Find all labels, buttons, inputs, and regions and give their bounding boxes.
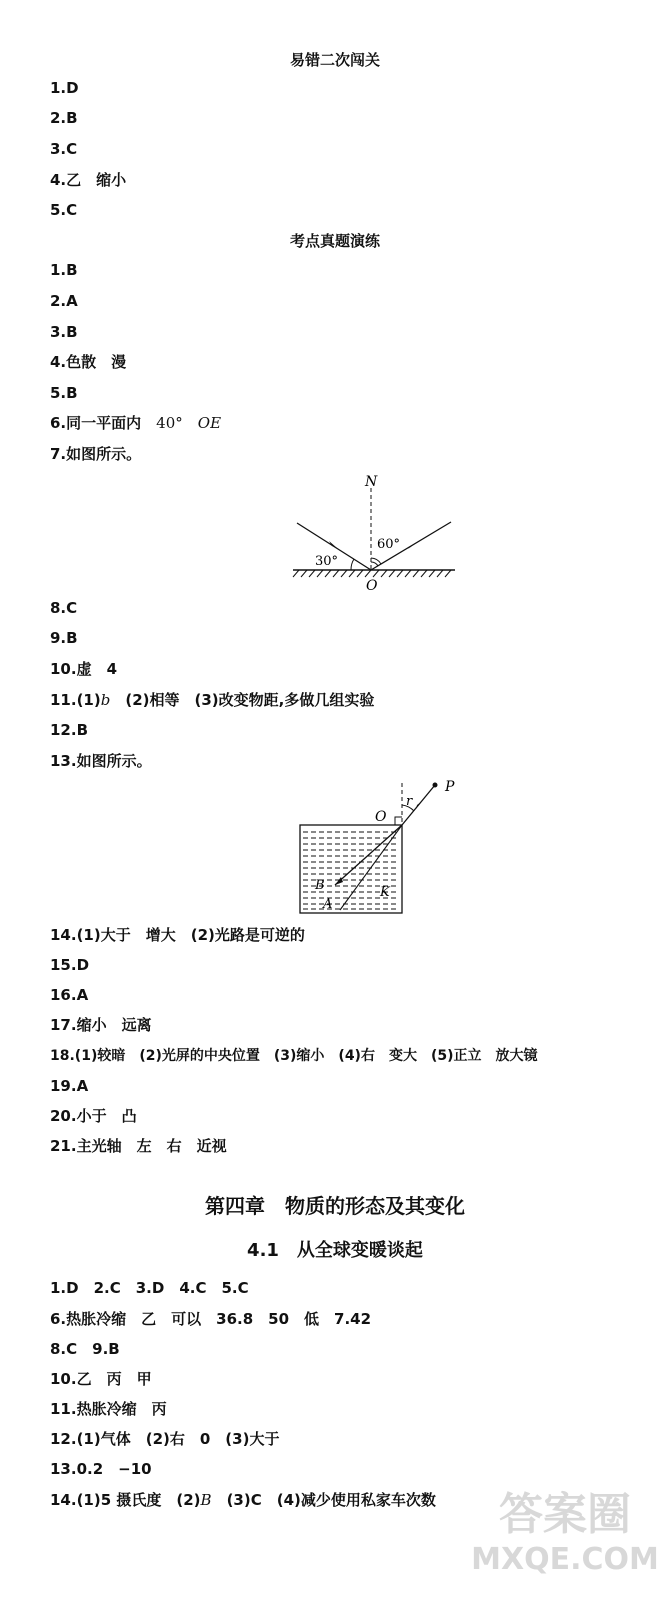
answer-line: 8.C 9.B <box>50 1340 120 1358</box>
answer-line: 1.D <box>50 79 79 97</box>
answer-line-q6 <box>50 413 221 433</box>
answer-line: 3.C <box>50 140 78 158</box>
answer-line: 3.B <box>50 323 78 341</box>
q14-rest: (3)C (4)减少使用私家车次数 <box>211 1491 436 1509</box>
answer-line: 2.B <box>50 109 78 127</box>
section-heading-easy-mistakes: 易错二次闯关 <box>289 51 380 69</box>
refraction-diagram <box>295 775 465 920</box>
answer-line: 12.(1)气体 (2)右 0 (3)大于 <box>50 1430 280 1448</box>
q11-b: b <box>100 691 111 709</box>
label-p: P <box>445 779 455 795</box>
label-b: B <box>315 878 325 893</box>
label-60: 60° <box>377 537 401 552</box>
watermark-bottom: MXQE.COM <box>471 1542 659 1577</box>
label-30: 30° <box>315 554 339 569</box>
answer-line: 2.A <box>50 292 78 310</box>
answer-line: 17.缩小 远离 <box>50 1016 152 1034</box>
answer-line: 9.B <box>50 629 78 647</box>
label-o: O <box>366 578 378 594</box>
label-a: A <box>323 897 333 912</box>
label-k: K <box>380 885 390 900</box>
answer-line: 11.热胀冷缩 丙 <box>50 1400 167 1418</box>
q6-text: 6.同一平面内 <box>50 414 142 432</box>
label-n: N <box>365 474 378 490</box>
answer-line: 5.C <box>50 201 78 219</box>
q11-rest: (2)相等 (3)改变物距,多做几组实验 <box>110 691 375 709</box>
q6-angle: 40° <box>156 414 183 432</box>
watermark-logo <box>470 1488 660 1588</box>
answer-line: 12.B <box>50 721 89 739</box>
answer-line: 4.色散 漫 <box>50 353 127 371</box>
answer-line: 14.(1)大于 增大 (2)光路是可逆的 <box>50 926 305 944</box>
q14-b: B <box>200 1491 212 1509</box>
answer-line: 10.乙 丙 甲 <box>50 1370 152 1388</box>
answer-line: 21.主光轴 左 右 近视 <box>50 1137 227 1155</box>
label-o2: O <box>375 809 387 825</box>
answer-line-q14 <box>50 1490 436 1510</box>
section-heading-exam-practice: 考点真题演练 <box>289 232 380 250</box>
answer-line: 20.小于 凸 <box>50 1107 137 1125</box>
answer-line-q11 <box>50 690 374 710</box>
answer-line: 10.虚 4 <box>50 660 118 678</box>
section-title: 4.1 从全球变暖谈起 <box>247 1240 423 1261</box>
answer-line: 1.D 2.C 3.D 4.C 5.C <box>50 1279 249 1297</box>
answer-line: 13.0.2 −10 <box>50 1460 152 1478</box>
answer-line: 19.A <box>50 1077 89 1095</box>
answer-line-q13: 13.如图所示。 <box>50 752 152 770</box>
answer-line: 18.(1)较暗 (2)光屏的中央位置 (3)缩小 (4)右 变大 (5)正立 放大镜 <box>50 1048 538 1064</box>
answer-line: 8.C <box>50 599 78 617</box>
label-r: r <box>406 794 413 809</box>
answer-line-q7: 7.如图所示。 <box>50 445 142 463</box>
q11-prefix: 11.(1) <box>50 691 101 709</box>
watermark-top: 答案圈 <box>499 1489 631 1540</box>
reflection-diagram <box>285 470 465 595</box>
answer-line: 5.B <box>50 384 78 402</box>
chapter-title: 第四章 物质的形态及其变化 <box>205 1194 465 1218</box>
answer-line: 6.热胀冷缩 乙 可以 36.8 50 低 7.42 <box>50 1310 372 1328</box>
answer-line: 15.D <box>50 956 90 974</box>
q14-prefix: 14.(1)5 摄氏度 (2) <box>50 1491 201 1509</box>
answer-line: 16.A <box>50 986 89 1004</box>
q6-ray: OE <box>197 414 222 432</box>
answer-line: 4.乙 缩小 <box>50 171 127 189</box>
answer-line: 1.B <box>50 261 78 279</box>
